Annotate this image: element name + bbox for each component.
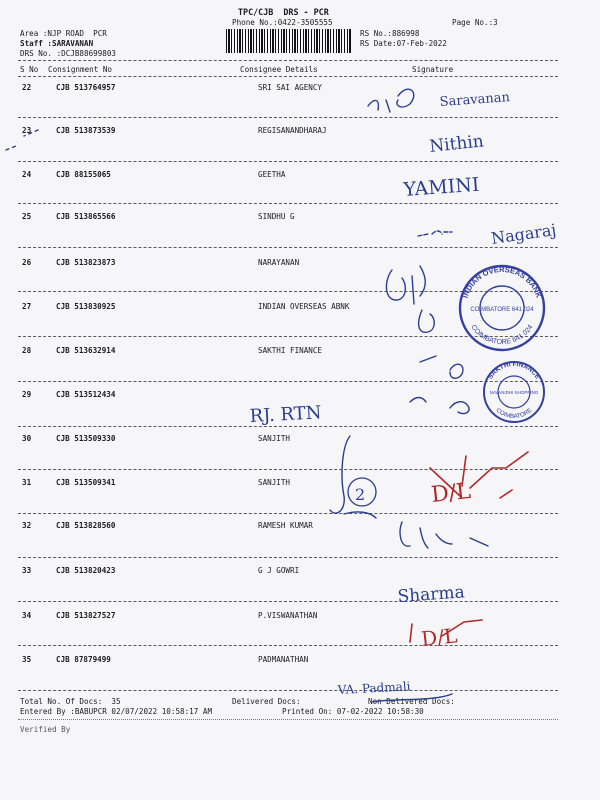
delivered-mark: D/L <box>430 478 473 508</box>
col-consignee: Consignee Details <box>240 65 318 74</box>
row-consignee: SANJITH <box>258 478 291 487</box>
row-consignee: REGISANANDHARAJ <box>258 126 327 135</box>
row-consignment: CJB 513509341 <box>56 478 116 487</box>
signature-text: Nagaraj <box>489 220 558 248</box>
row-sno: 31 <box>22 478 32 487</box>
signature-text: Nithin <box>428 131 485 157</box>
row-sno: 35 <box>22 655 32 664</box>
staff-label: Staff :SARAVANAN <box>20 39 94 48</box>
row-consignment: CJB 513820423 <box>56 566 116 575</box>
row-consignee: NARAYANAN <box>258 258 300 267</box>
signature-text: Sharma <box>396 582 466 607</box>
row-consignee: G J GOWRI <box>258 566 300 575</box>
row-sno: 34 <box>22 611 32 620</box>
row-consignee: RAMESH KUMAR <box>258 521 313 530</box>
rs-number: RS No.:886998 <box>360 29 420 38</box>
row-sno: 25 <box>22 212 32 221</box>
signature-text: 2 <box>355 485 366 504</box>
row-sno: 29 <box>22 390 32 399</box>
row-consignee: SRI SAI AGENCY <box>258 83 323 92</box>
col-sno: S No <box>20 65 39 74</box>
signature-stroke <box>6 130 38 150</box>
stamp-text: COIMBATORE <box>494 407 534 421</box>
area-label: Area :NJP ROAD PCR <box>20 29 107 38</box>
row-sno: 32 <box>22 521 32 530</box>
stamp-text: COIMBATORE 641 024 <box>470 307 534 313</box>
row-consignee: GEETHA <box>258 170 286 179</box>
signature-stroke <box>420 356 463 378</box>
stamp-text: NAVANIDHI SHOPPING <box>489 390 539 395</box>
col-signature: Signature <box>412 65 454 74</box>
verified-by: Verified By <box>20 725 71 734</box>
stamp-text: COIMBATORE 641 024 <box>469 323 535 347</box>
row-consignment: CJB 513828560 <box>56 521 116 530</box>
page-number: Page No.:3 <box>452 18 498 27</box>
delivered-mark: D/L <box>420 623 459 651</box>
drs-number: DRS No. :DCJB88699803 <box>20 49 117 58</box>
row-sno: 27 <box>22 302 32 311</box>
printed-on: Printed On: 07-02-2022 10:58:30 <box>282 707 424 716</box>
row-sno: 22 <box>22 83 32 92</box>
signature-stroke <box>419 310 435 332</box>
row-consignee: P.VISWANATHAN <box>258 611 318 620</box>
document-title: TPC/CJB DRS - PCR <box>238 7 329 17</box>
signature-stroke <box>410 398 469 414</box>
row-consignment: CJB 513827527 <box>56 611 116 620</box>
row-consignee: PADMANATHAN <box>258 655 309 664</box>
signature-stroke <box>368 89 414 112</box>
rs-date: RS Date:07-Feb-2022 <box>360 39 447 48</box>
svg-text:SAKTHI FINANCE <box>487 361 541 381</box>
stamp-text: SAKTHI FINANCE <box>486 360 542 381</box>
row-consignment: CJB 88155065 <box>56 170 111 179</box>
row-consignment: CJB 513512434 <box>56 390 116 399</box>
delivered-docs: Delivered Docs: <box>232 697 301 706</box>
signature-stroke <box>462 452 528 488</box>
row-consignment: CJB 513509330 <box>56 434 116 443</box>
row-consignment: CJB 513873539 <box>56 126 116 135</box>
col-consignment: Consignment No <box>48 65 113 74</box>
phone-number: Phone No.:0422-3505555 <box>232 18 333 27</box>
signature-stroke <box>372 694 452 702</box>
non-delivered-docs: Non Delivered Docs: <box>368 697 455 706</box>
finance-stamp <box>484 361 544 422</box>
signature-stroke <box>400 522 488 548</box>
row-consignee: SAKTHI FINANCE <box>258 346 323 355</box>
entered-by: Entered By :BABUPCR 02/07/2022 10:58:17 AM <box>20 707 213 716</box>
signature-text: VA. Padmali <box>337 679 411 697</box>
signature-text: YAMINI <box>402 173 481 201</box>
row-consignment: CJB 513632914 <box>56 346 116 355</box>
bank-stamp <box>460 265 544 350</box>
row-sno: 28 <box>22 346 32 355</box>
row-sno: 30 <box>22 434 32 443</box>
row-sno: 33 <box>22 566 32 575</box>
row-sno: 23 <box>22 126 32 135</box>
row-consignment: CJB 513865566 <box>56 212 116 221</box>
signature-stroke <box>386 266 425 304</box>
signature-stroke <box>330 436 376 518</box>
signature-text: RJ. RTN <box>249 402 322 427</box>
svg-text:INDIAN OVERSEAS BANK <box>461 265 544 300</box>
stamp-text: INDIAN OVERSEAS BANK <box>460 264 544 300</box>
row-consignment: CJB 87879499 <box>56 655 111 664</box>
signature-text: Saravanan <box>439 90 511 110</box>
row-consignee: INDIAN OVERSEAS ABNK <box>258 302 350 311</box>
row-sno: 24 <box>22 170 32 179</box>
row-consignment: CJB 513823873 <box>56 258 116 267</box>
row-consignment: CJB 513830925 <box>56 302 116 311</box>
total-docs: Total No. Of Docs: 35 <box>20 697 121 706</box>
signature-stroke <box>418 231 452 236</box>
row-consignee: SINDHU G <box>258 212 295 221</box>
row-sno: 26 <box>22 258 32 267</box>
row-consignee: SANJITH <box>258 434 291 443</box>
row-consignment: CJB 513764957 <box>56 83 116 92</box>
